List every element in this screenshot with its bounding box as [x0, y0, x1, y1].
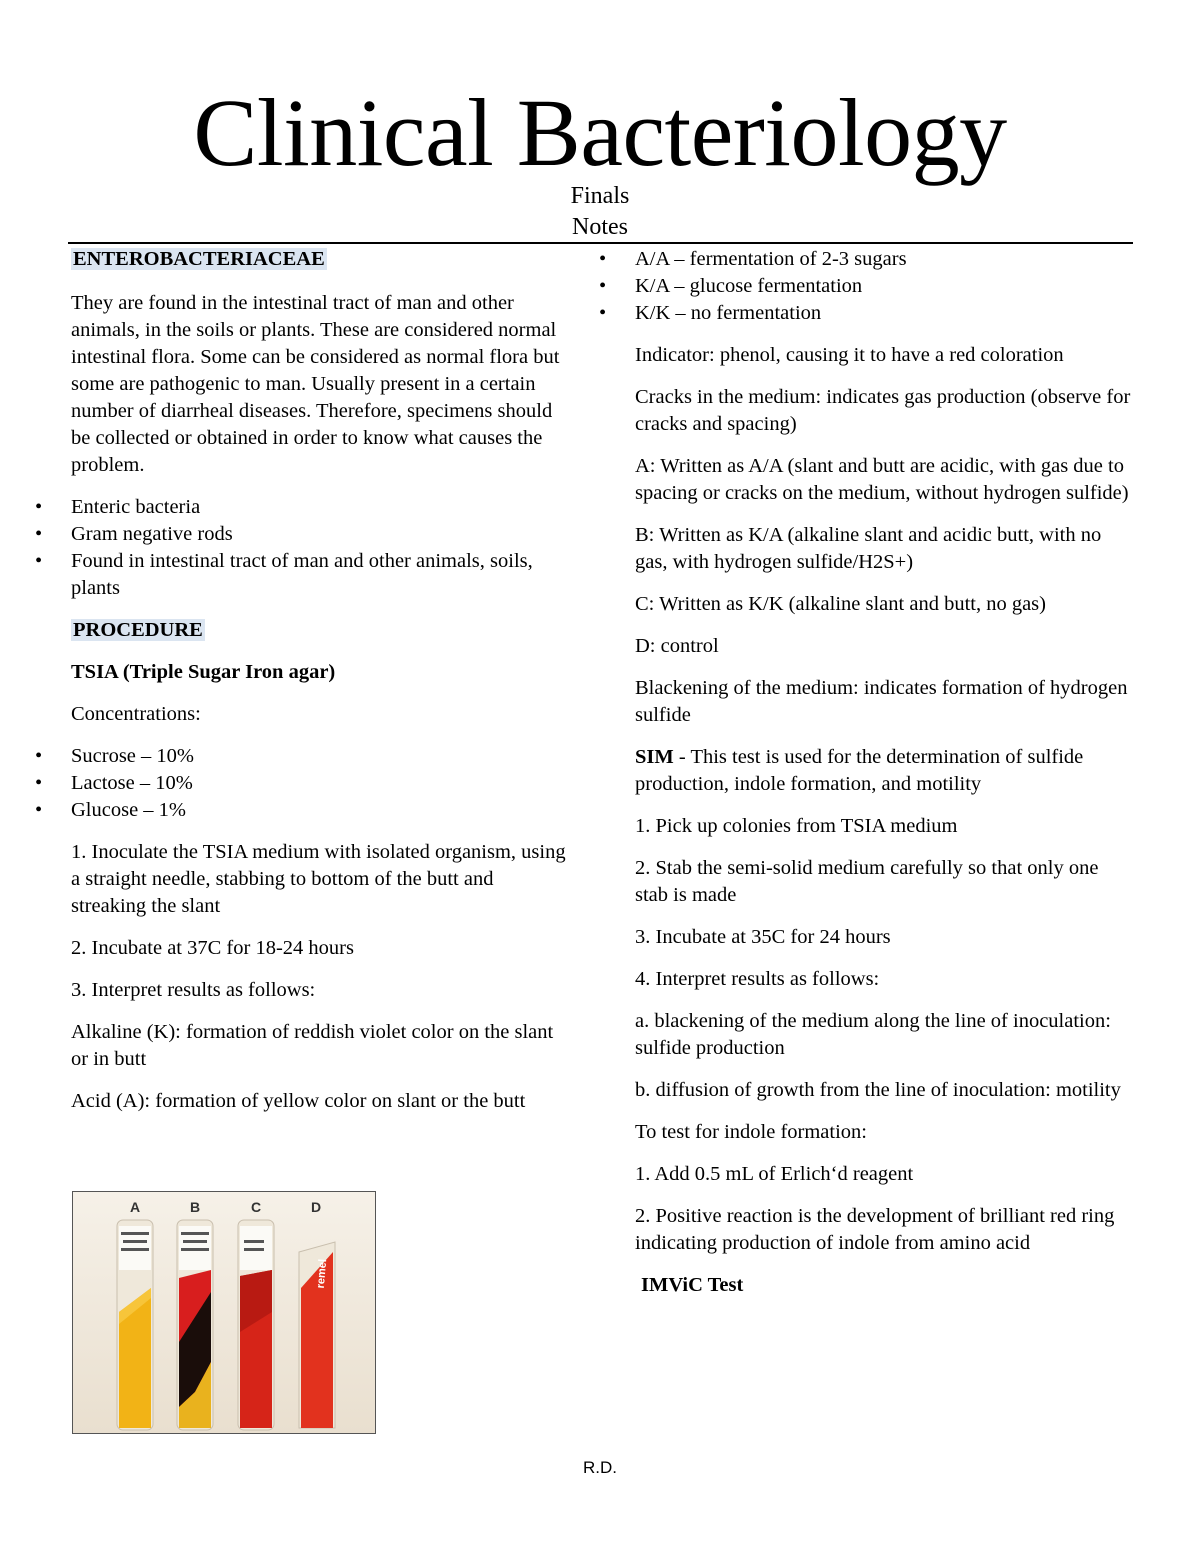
page-title: Clinical Bacteriology [193, 79, 1007, 186]
list-item: • Enteric bacteria [71, 494, 571, 521]
page-subtitle-finals: Finals [570, 183, 630, 209]
sim-step-4: 4. Interpret results as follows: [635, 968, 880, 990]
tsia-tubes-illustration [73, 1192, 375, 1433]
list-item: • Found in intestinal tract of man and other animals, soils, plants [71, 548, 571, 602]
tube-a [117, 1220, 153, 1430]
intro-paragraph: They are found in the intestinal tract of man and other animals, in the soils or plants. These are considered normal intestinal flora. Some can be considered as normal flora but some are pathogenic to man. Usually present in a certain number of diarrheal diseases. Therefore, specimens should be collected or obtained in order to know what causes the problem. [71, 292, 560, 476]
tsia-tubes-photo [72, 1191, 376, 1434]
indicator-note: Indicator: phenol, causing it to have a red coloration [635, 344, 1064, 366]
tsia-step-1: 1. Inoculate the TSIA medium with isolated organism, using a straight needle, stabbing to bottom of the butt and streaking the slant [71, 841, 566, 917]
remel-brand-text: remel [314, 1258, 330, 1289]
indole-step-2: 2. Positive reaction is the development of brilliant red ring indicating production of indole from amino acid [635, 1205, 1115, 1254]
tsia-step-3: 3. Interpret results as follows: [71, 979, 316, 1001]
alkaline-definition: Alkaline (K): formation of reddish violet color on the slant or in butt [71, 1021, 554, 1070]
cracks-note: Cracks in the medium: indicates gas production (observe for cracks and spacing) [635, 386, 1131, 435]
tube-b-description: B: Written as K/A (alkaline slant and acidic butt, with no gas, with hydrogen sulfide/H2S+) [635, 524, 1102, 573]
tube-label-a: A [129, 1199, 141, 1215]
sim-step-2: 2. Stab the semi-solid medium carefully so that only one stab is made [635, 857, 1099, 906]
footer-initials: R.D. [583, 1458, 617, 1477]
tube-c-description: C: Written as K/K (alkaline slant and butt, no gas) [635, 593, 1046, 615]
list-item: • K/K – no fermentation [635, 300, 1135, 327]
tube-label-b: B [189, 1199, 201, 1215]
header-divider [68, 242, 1133, 244]
page-subtitle-notes: Notes [572, 214, 628, 240]
tube-b [177, 1220, 213, 1430]
list-item: • Gram negative rods [71, 521, 571, 548]
list-item: • Sucrose – 10% [71, 743, 571, 770]
list-item: • A/A – fermentation of 2-3 sugars [635, 246, 1135, 273]
sim-result-a: a. blackening of the medium along the line of inoculation: sulfide production [635, 1010, 1111, 1059]
tube-label-d: D [310, 1199, 322, 1215]
tsia-step-2: 2. Incubate at 37C for 18-24 hours [71, 937, 354, 959]
indole-intro: To test for indole formation: [635, 1121, 867, 1143]
sim-result-b: b. diffusion of growth from the line of inoculation: motility [635, 1079, 1121, 1101]
left-column [71, 246, 571, 1130]
sim-step-1: 1. Pick up colonies from TSIA medium [635, 815, 958, 837]
sim-label: SIM [635, 746, 674, 768]
concentrations-label: Concentrations: [71, 703, 201, 725]
indole-step-1: 1. Add 0.5 mL of Erlich‘d reagent [635, 1163, 914, 1185]
section-heading-enterobacteriaceae: ENTEROBACTERIACEAE [73, 248, 325, 270]
right-column [635, 246, 1135, 1314]
imvic-heading: IMViC Test [641, 1274, 744, 1296]
sim-description: - This test is used for the determination of sulfide production, indole formation, and motility [635, 746, 1084, 795]
tube-a-description: A: Written as A/A (slant and butt are acidic, with gas due to spacing or cracks on the medium, without hydrogen sulfide) [635, 455, 1129, 504]
concentrations-list [71, 743, 571, 824]
tube-d [299, 1242, 335, 1428]
sim-paragraph [635, 744, 1135, 798]
section-heading-procedure: PROCEDURE [73, 619, 203, 641]
characteristics-list [71, 494, 571, 602]
tube-d-description: D: control [635, 635, 719, 657]
list-item: • K/A – glucose fermentation [635, 273, 1135, 300]
acid-definition: Acid (A): formation of yellow color on slant or the butt [71, 1090, 526, 1112]
list-item: • Glucose – 1% [71, 797, 571, 824]
tsia-result-codes-list [635, 246, 1135, 327]
tsia-heading: TSIA (Triple Sugar Iron agar) [71, 661, 336, 683]
sim-step-3: 3. Incubate at 35C for 24 hours [635, 926, 891, 948]
tube-c [238, 1220, 274, 1430]
list-item: • Lactose – 10% [71, 770, 571, 797]
tube-label-c: C [250, 1199, 262, 1215]
blackening-note: Blackening of the medium: indicates formation of hydrogen sulfide [635, 677, 1128, 726]
